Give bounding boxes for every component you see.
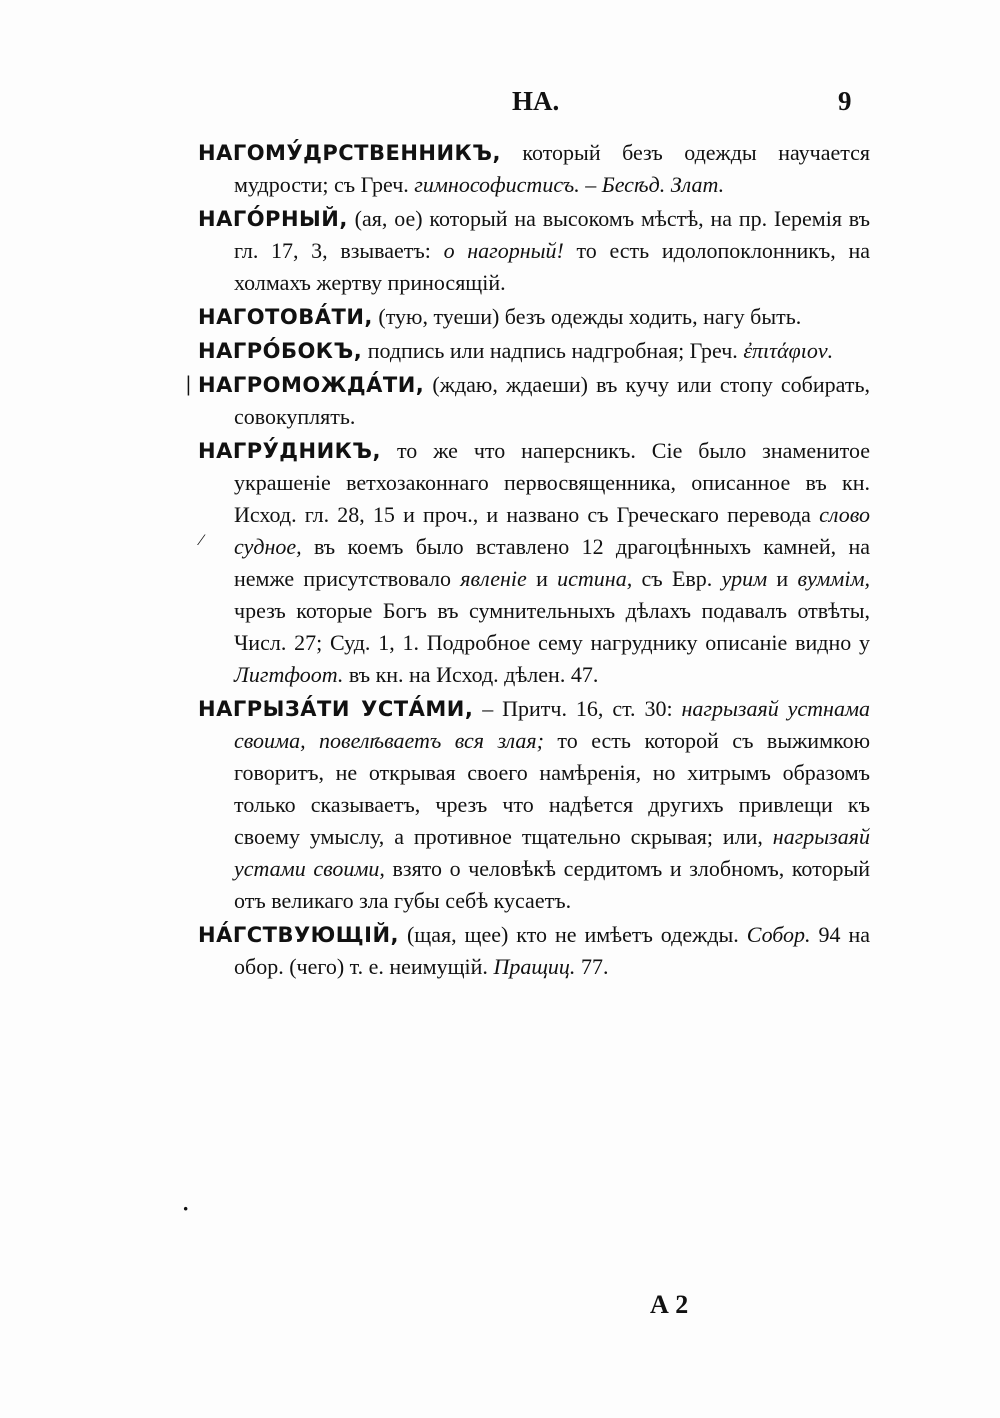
- entry-headword: НАГРУ́ДНИКЪ,: [198, 439, 382, 463]
- entry-headword: НАГРО́БОКЪ,: [198, 339, 363, 363]
- entry-text: (ая, ое) который на высокомъ мѣстѣ, на пр. Іеремія въ гл. 17, 3, взываетъ:: [234, 206, 870, 263]
- entry-text: то есть которой съ выжимкою говоритъ, не открывая своего намѣренія, но хитрымъ образомъ только сказываетъ, чрезъ что надѣется другихъ привлещи къ своему умыслу, а противное тщательно скрывая; или,: [234, 728, 870, 849]
- entry-text: который безъ одежды научается мудрости; съ Греч.: [234, 140, 870, 197]
- entry-italic-text: явленіе: [460, 566, 527, 591]
- entry-italic-text: ἐπιτάφιον.: [743, 338, 834, 363]
- margin-tick-mark: ⁄: [200, 532, 203, 549]
- dictionary-entry: [198, 301, 870, 333]
- entry-headword: НАГОМУ́ДРСТВЕННИКЪ,: [198, 141, 501, 165]
- entry-italic-text: о нагорный!: [443, 238, 564, 263]
- dictionary-entry: [198, 919, 870, 983]
- dictionary-entry: [198, 369, 870, 433]
- dictionary-entry: [198, 435, 870, 691]
- dictionary-entry: [198, 335, 870, 367]
- signature-mark: А 2: [650, 1290, 689, 1319]
- entry-text: то же что наперсникъ. Сіе было знаменитое украшеніе ветхозаконнаго первосвященника, описанное въ кн. Исход. гл. 28, 15 и проч., и названо съ Греческаго перевода: [234, 438, 870, 527]
- entry-text: съ Евр.: [632, 566, 722, 591]
- page-header: [0, 86, 1000, 126]
- running-head: НА.: [512, 86, 560, 116]
- margin-bracket-mark: |: [186, 371, 191, 396]
- entry-italic-text: Собор.: [746, 922, 811, 947]
- entry-italic-text: нагрызаяй устнама своима, повелѣваетъ вся злая;: [234, 696, 870, 753]
- entry-italic-text: вуммім,: [797, 566, 870, 591]
- entry-italic-text: истина,: [557, 566, 633, 591]
- entry-text: взято о человѣкѣ сердитомъ и злобномъ, который отъ великаго зла губы себѣ кусаетъ.: [234, 856, 870, 913]
- entry-text: (ждаю, ждаеши) въ кучу или стопу собирать, совокуплять.: [234, 372, 870, 429]
- entry-text: –: [579, 172, 602, 197]
- entry-headword: НА́ГСТВУЮЩІЙ,: [198, 923, 399, 947]
- entry-italic-text: слово судное,: [234, 502, 870, 559]
- entry-italic-text: Бесѣд. Злат.: [601, 172, 725, 197]
- entry-text: (тую, туеши) безъ одежды ходить, нагу быть.: [372, 304, 802, 329]
- entry-text: чрезъ которые Богъ въ сумнительныхъ дѣлахъ подавалъ отвѣты, Числ. 27; Суд. 1, 1. Подробное сему нагруднику описаніе видно у: [234, 598, 870, 655]
- entry-text: и: [526, 566, 558, 591]
- entry-text: 94 на обор. (чего) т. е. неимущій.: [234, 922, 870, 979]
- entry-italic-text: Пращиц.: [493, 954, 576, 979]
- entry-italic-text: гимнософистисъ.: [414, 172, 580, 197]
- entry-text: 77.: [575, 954, 609, 979]
- entry-italic-text: Лигтфоот.: [234, 662, 344, 687]
- margin-dot-mark: ·: [182, 1196, 190, 1221]
- dictionary-entries: [198, 137, 870, 985]
- dictionary-entry: [198, 203, 870, 299]
- entry-italic-text: урим: [721, 566, 768, 591]
- entry-headword: НАГРЫЗА́ТИ УСТА́МИ,: [198, 697, 474, 721]
- entry-text: и: [767, 566, 798, 591]
- dictionary-entry: [198, 693, 870, 917]
- page-number: 9: [838, 86, 852, 116]
- entry-text: въ кн. на Исход. дѣлен. 47.: [343, 662, 599, 687]
- entry-text: (щая, щее) кто не имѣетъ одежды.: [399, 922, 747, 947]
- entry-headword: НАГО́РНЫЙ,: [198, 207, 348, 231]
- entry-text: подпись или надпись надгробная; Греч.: [362, 338, 744, 363]
- entry-headword: НАГОТОВА́ТИ,: [198, 305, 373, 329]
- entry-italic-text: нагрызаяй устами своими,: [234, 824, 870, 881]
- entry-text: то есть идолопоклонникъ, на холмахъ жертву приносящій.: [234, 238, 870, 295]
- dictionary-entry: [198, 137, 870, 201]
- entry-headword: НАГРОМОЖДА́ТИ,: [198, 373, 425, 397]
- entry-text: – Притч. 16, ст. 30:: [473, 696, 682, 721]
- entry-text: въ коемъ было вставлено 12 драгоцѣнныхъ камней, на немже присутствовало: [234, 534, 870, 591]
